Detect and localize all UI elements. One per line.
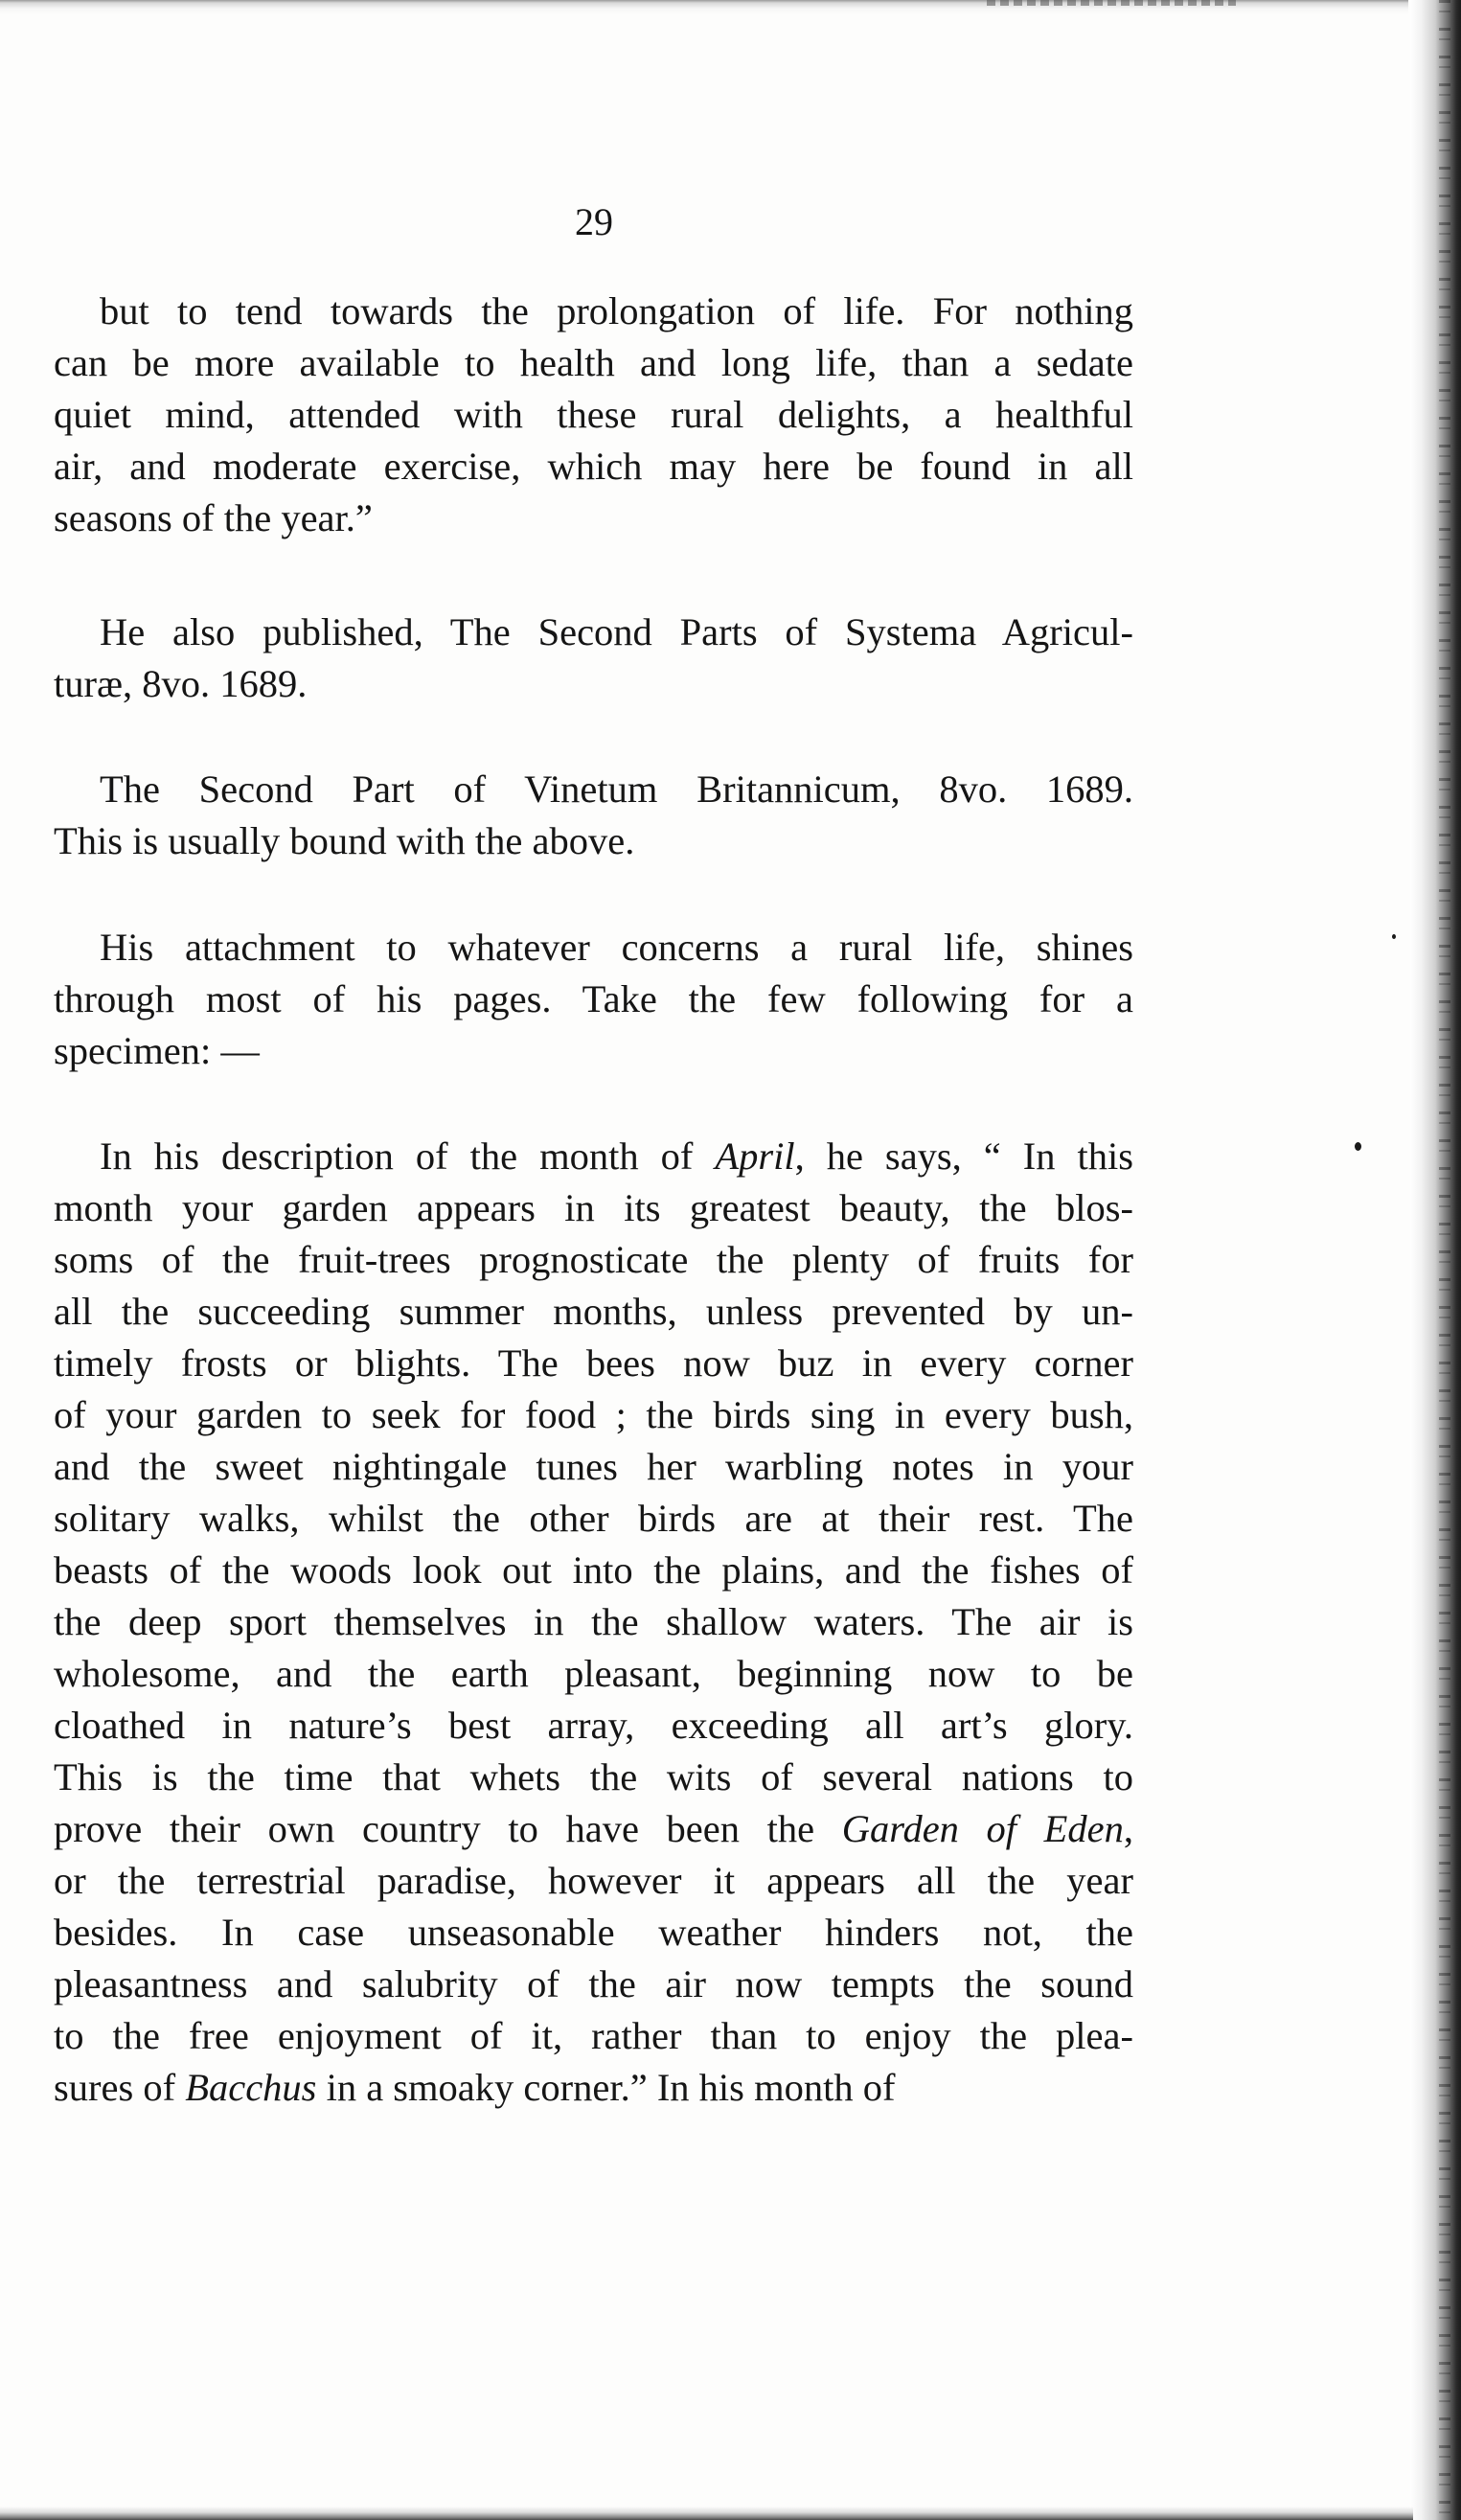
paragraph bbox=[54, 286, 1133, 544]
page-top-edge bbox=[0, 0, 1408, 15]
text-line: month your garden appears in its greatest beauty, the blos- bbox=[54, 1186, 1133, 1229]
text-line: of your garden to seek for food ; the birds sing in every bush, bbox=[54, 1393, 1133, 1436]
text-line: wholesome, and the earth pleasant, beginning now to be bbox=[54, 1652, 1133, 1695]
paragraph bbox=[54, 1131, 1133, 2114]
text-line: solitary walks, whilst the other birds are at their rest. The bbox=[54, 1497, 1133, 1540]
text-line: sures of Bacchus in a smoaky corner.” In his month of bbox=[54, 2066, 896, 2109]
text-line: and the sweet nightingale tunes her warbling notes in your bbox=[54, 1445, 1133, 1488]
paragraph bbox=[54, 607, 1133, 710]
text-line: In his description of the month of April, he says, “ In this bbox=[100, 1134, 1134, 1178]
text-line: or the terrestrial paradise, however it appears all the year bbox=[54, 1859, 1133, 1902]
paragraph bbox=[54, 922, 1133, 1077]
book-spine-shadow bbox=[1410, 0, 1461, 2520]
text-line: through most of his pages. Take the few following for a bbox=[54, 977, 1133, 1020]
text-line: to the free enjoyment of it, rather than to enjoy the plea- bbox=[54, 2014, 1133, 2057]
margin-speck bbox=[1392, 934, 1396, 939]
text-line: pleasantness and salubrity of the air now tempts the sound bbox=[54, 1962, 1133, 2005]
text-line: specimen: — bbox=[54, 1029, 260, 1072]
text-line: turæ, 8vo. 1689. bbox=[54, 662, 308, 705]
text-line: beasts of the woods look out into the plains, and the fishes of bbox=[54, 1548, 1133, 1592]
text-line: The Second Part of Vinetum Britannicum, 8vo. 1689. bbox=[100, 767, 1133, 811]
text-line: but to tend towards the prolongation of life. For nothing bbox=[100, 289, 1133, 332]
page-bottom-edge bbox=[0, 2507, 1413, 2520]
page-number: 29 bbox=[575, 200, 613, 243]
text-line: timely frosts or blights. The bees now buz in every corner bbox=[54, 1341, 1133, 1385]
margin-speck bbox=[1355, 1142, 1361, 1151]
text-line: besides. In case unseasonable weather hinders not, the bbox=[54, 1911, 1133, 1954]
text-line: soms of the fruit-trees prognosticate the plenty of fruits for bbox=[54, 1238, 1133, 1281]
text-line: air, and moderate exercise, which may here be found in all bbox=[54, 445, 1133, 488]
text-line: This is usually bound with the above. bbox=[54, 819, 635, 862]
paragraph bbox=[54, 764, 1133, 867]
text-line: His attachment to whatever concerns a rural life, shines bbox=[100, 926, 1133, 969]
text-line: seasons of the year.” bbox=[54, 496, 373, 539]
text-line: can be more available to health and long life, than a sedate bbox=[54, 341, 1133, 384]
text-line: all the succeeding summer months, unless prevented by un- bbox=[54, 1290, 1133, 1333]
text-line: quiet mind, attended with these rural delights, a healthful bbox=[54, 393, 1133, 436]
text-line: He also published, The Second Parts of Systema Agricul- bbox=[100, 610, 1133, 653]
text-line: the deep sport themselves in the shallow waters. The air is bbox=[54, 1600, 1133, 1643]
text-line: This is the time that whets the wits of several nations to bbox=[54, 1755, 1133, 1798]
text-line: cloathed in nature’s best array, exceeding all art’s glory. bbox=[54, 1704, 1133, 1747]
text-line: prove their own country to have been the Garden of Eden, bbox=[54, 1807, 1134, 1850]
